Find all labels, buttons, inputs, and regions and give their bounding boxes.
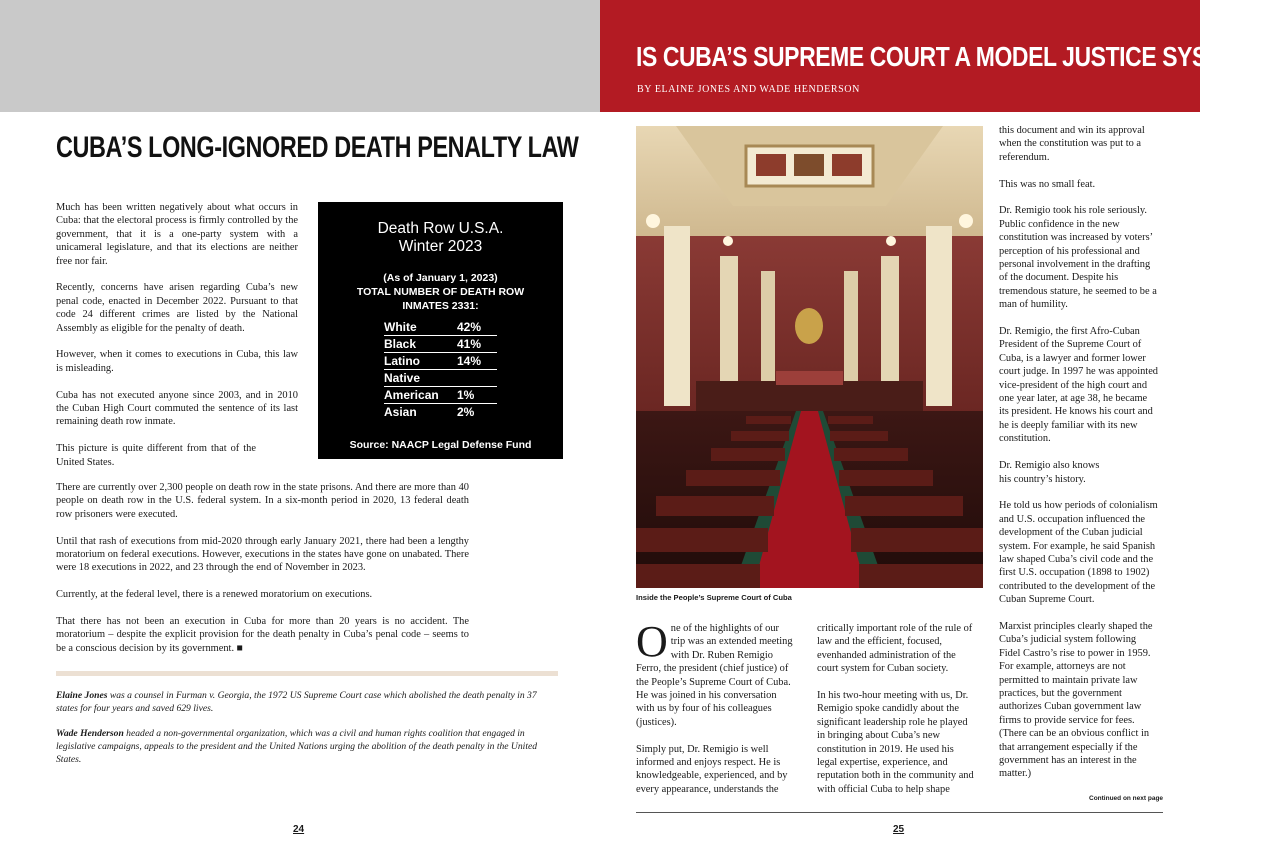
author-bios — [56, 690, 558, 780]
box-title-line: Death Row U.S.A. — [377, 220, 504, 237]
paragraph: critically important role of the rule of law and the efficient, focused, evenhanded administration of the court system for Cuban society. — [817, 623, 973, 675]
paragraph: Recently, concerns have arisen regarding Cuba’s new penal code, enacted in December 2022. Pursuant to that code 24 different crimes are listed by the National Assembly as eligible for the penalty of death. — [56, 282, 298, 334]
race-row — [384, 387, 497, 404]
paragraph: Simply put, Dr. Remigio is well informed and enjoys respect. He is knowledgeable, experienced, and by every appearance, understands the — [636, 743, 788, 795]
paragraph: This was no small feat. — [999, 178, 1096, 190]
full-width-column — [56, 481, 469, 669]
drop-cap: O — [636, 617, 668, 666]
race-label: Black — [384, 337, 417, 351]
box-source: Source: NAACP Legal Defense Fund — [349, 439, 532, 451]
paragraph: this document and win its approval when the constitution was put to a referendum. — [999, 125, 1145, 163]
race-percent: 2% — [457, 405, 475, 419]
paragraph: That there has not been an execution in Cuba for more than 20 years is no accident. The moratorium – despite the explicit provision for the death penalty in Cuba’s penal code – seems to be a conscious decision by its government. ■ — [56, 616, 469, 654]
continued-note: Continued on next page — [1089, 795, 1164, 802]
race-row — [384, 319, 497, 336]
paragraph: This picture is quite different from that of the United States. — [56, 443, 256, 468]
race-percent — [457, 370, 497, 386]
race-label: Latino — [384, 354, 420, 368]
race-label: Native — [384, 371, 421, 385]
paragraph — [636, 617, 794, 729]
article-column-2 — [817, 622, 975, 810]
intro-column — [56, 201, 298, 482]
paragraph: However, when it comes to executions in Cuba, this law is misleading. — [56, 349, 298, 374]
box-total-line: TOTAL NUMBER OF DEATH ROW — [356, 286, 525, 298]
paragraph: Currently, at the federal level, there is a renewed moratorium on executions. — [56, 589, 373, 601]
box-total-label — [318, 285, 563, 313]
paragraph: Marxist principles clearly shaped the Cuba’s judicial system following Fidel Castro’s rise to power in 1959. For example, attorneys are not permitted to maintain private law practices, but the government authorizes Cuban government law firms to provide service for fees. (There can be an obvious conflict in that arrangement especially if the government has an interest in the matter.) — [999, 620, 1153, 780]
article-column-1 — [636, 617, 794, 810]
race-percent: 14% — [457, 354, 482, 368]
box-title-line: Winter 2023 — [398, 238, 483, 255]
photo-caption: Inside the People’s Supreme Court of Cuba — [636, 593, 792, 602]
article-byline: BY ELAINE JONES AND WADE HENDERSON — [637, 84, 860, 95]
page-number-left: 24 — [293, 824, 305, 835]
page-number-right: 25 — [893, 824, 905, 835]
paragraph: In his two-hour meeting with us, Dr. Remigio spoke candidly about the significant leadership role he played in bringing about Cuba’s new constitution in 2019. He used his legal expertise, experience, and reputation both in the community and with official Cuba to help shape — [817, 690, 974, 795]
courtroom-photo — [636, 126, 983, 588]
footer-rule — [636, 812, 1163, 813]
paragraph: He told us how periods of colonialism and U.S. occupation influenced the development of the Cuban judicial system. For example, he said Spanish law shaped Cuba’s civil code and the first U.S. occupation (1898 to 1902) contributed to the development of the Cuban Supreme Court. — [999, 500, 1158, 606]
race-row — [384, 370, 497, 387]
author-bio-text: was a counsel in Furman v. Georgia, the 1972 US Supreme Court case which abolished the death penalty in 37 states for four years and saved 629 lives. — [56, 690, 537, 714]
paragraph: Dr. Remigio also knows his country’s history. — [999, 460, 1100, 485]
race-percent: 42% — [457, 320, 482, 334]
race-breakdown-table — [384, 319, 497, 420]
article-title: IS CUBA’S SUPREME COURT A MODEL JUSTICE SYSTEM? — [636, 41, 1268, 72]
race-label: White — [384, 320, 417, 334]
paragraph: There are currently over 2,300 people on death row in the state prisons. And there are more than 40 people on death row in the U.S. federal system. In a six-month period in 2020, 13 federal death row prisoners were executed. — [56, 482, 469, 520]
paragraph-text: ne of the highlights of our trip was an extended meeting with Dr. Ruben Remigio Ferro, the president (chief justice) of the People’s Supreme Court of Cuba. He was joined in his conversation with us by four of his colleagues (justices). — [636, 623, 793, 728]
header-gray-band — [0, 0, 600, 112]
author-bio — [56, 690, 558, 716]
race-row — [384, 404, 497, 420]
race-percent: 41% — [457, 337, 482, 351]
paragraph: Much has been written negatively about what occurs in Cuba: that the electoral process is firmly controlled by the government, that it is a one-party system with a unicameral legislature, and that its elections are neither free nor fair. — [56, 202, 298, 267]
paragraph: Until that rash of executions from mid-2020 through early January 2021, there had been a lengthy moratorium on federal executions. However, executions in the states have gone on unabated. There were 18 executions in 2022, and 23 through the end of November in 2023. — [56, 535, 469, 574]
race-row — [384, 353, 497, 370]
race-label: American — [384, 388, 439, 402]
author-bio-text: headed a non-governmental organization, which was a civil and human rights coalition that engaged in legislative campaigns, appeals to the president and the United Nations urging the abolition of the death penalty in the United States. — [56, 728, 538, 765]
paragraph: Dr. Remigio, the first Afro-Cuban President of the Supreme Court of Cuba, is a lawyer and former lower court judge. In 1997 he was appointed vice-president of the high court and one year later, at age 38, he became its president. He knows his court and he is deeply familiar with its new constitution. — [999, 326, 1158, 445]
author-bio — [56, 728, 558, 766]
box-total-line: INMATES 2331: — [402, 300, 479, 312]
race-label: Asian — [384, 405, 417, 419]
race-row — [384, 336, 497, 353]
paragraph: Dr. Remigio took his role seriously. Public confidence in the new constitution was increased by voters’ perception of his professional and personal involvement in the drafting of the document. Despite his tremendous stature, he seemed to be a man of humility. — [999, 205, 1157, 311]
paragraph: Cuba has not executed anyone since 2003, and in 2010 the Cuban High Court commuted the sentence of its last remaining death row inmate. — [56, 389, 298, 428]
section-divider — [56, 671, 558, 676]
race-percent: 1% — [457, 388, 475, 402]
left-page-headline: CUBA’S LONG-IGNORED DEATH PENALTY LAW — [56, 131, 579, 164]
author-name: Wade Henderson — [56, 728, 124, 740]
box-title — [318, 220, 563, 256]
courtroom-illustration — [636, 126, 983, 588]
death-row-sidebar-box — [318, 202, 563, 459]
article-column-3 — [999, 124, 1159, 794]
box-as-of-date: (As of January 1, 2023) — [383, 272, 498, 284]
author-name: Elaine Jones — [56, 690, 108, 701]
